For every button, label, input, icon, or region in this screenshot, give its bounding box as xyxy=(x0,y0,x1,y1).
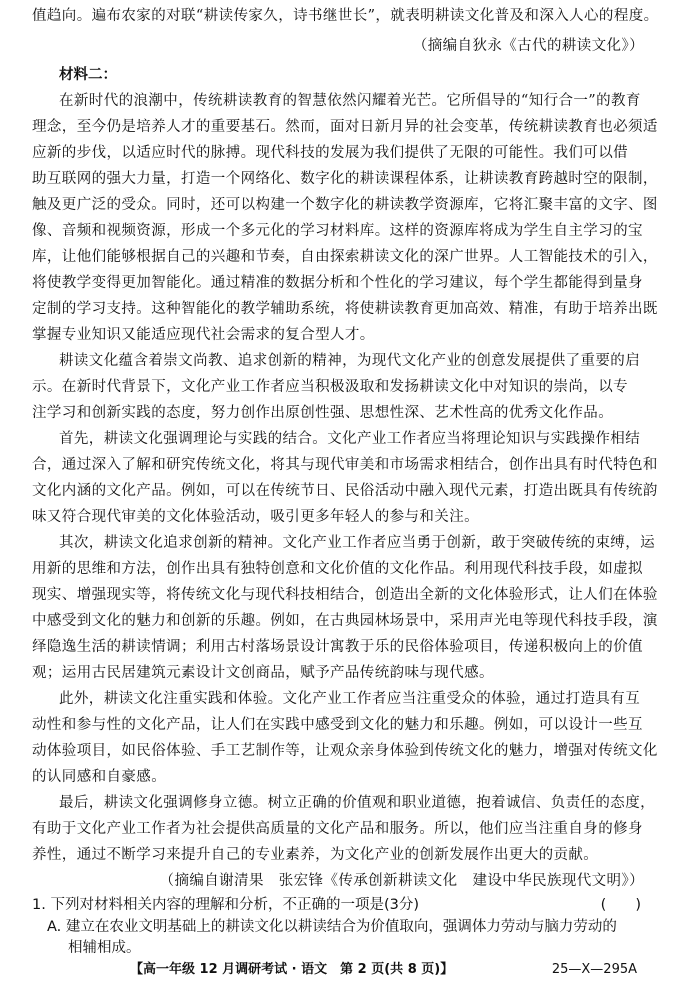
body-text-line: 现实、增强现实等，将传统文化与现代科技相结合，创造出全新的文化体验形式，让人们在体验 xyxy=(32,587,658,603)
body-text-line: 合，通过深入了解和研究传统文化，将其与现代审美和市场需求相结合，创作出具有时代特色和 xyxy=(32,457,658,473)
answer-blank: ( ) xyxy=(600,897,641,913)
body-text-line: 在新时代的浪潮中，传统耕读教育的智慧依然闪耀着光芒。它所倡导的“知行合一”的教育 xyxy=(59,93,641,109)
footer-paper-code: 25—X—295A xyxy=(551,962,637,977)
body-text-line: 像、音频和视频资源，形成一个多元化的学习材料库。这样的资源库将成为学生自主学习的宝 xyxy=(32,223,643,239)
body-text-line: 观；运用古民居建筑元素设计文创商品，赋予产品传统韵味与现代感。 xyxy=(32,665,494,681)
body-text-line: 有助于文化产业工作者为社会提供高质量的文化产品和服务。所以，他们应当注重自身的修身 xyxy=(32,821,643,837)
option-a: A. 建立在农业文明基础上的耕读文化以耕读结合为价值取向，强调体力劳动与脑力劳动的 xyxy=(47,919,617,935)
body-text-line: 养性，通过不断学习来提升自己的专业素养，为文化产业的创新发展作出更大的贡献。 xyxy=(32,847,599,863)
body-text-line: 掌握专业知识又能适应现代社会需求的复合型人才。 xyxy=(32,327,375,343)
body-text-line: 动性和参与性的文化产品，让人们在实践中感受到文化的魅力和乐趣。例如，可以设计一些互 xyxy=(32,717,643,733)
body-text-line: 库，让他们能够根据自己的兴趣和节奏，自由探索耕读文化的深广世界。人工智能技术的引入， xyxy=(32,249,658,265)
body-text-line: 助互联网的强大力量，打造一个网络化、数字化的耕读课程体系，让耕读教育跨越时空的限制， xyxy=(32,171,658,187)
footer-exam-info: 【高一年级 12 月调研考试 · 语文 第 2 页(共 8 页)】 xyxy=(130,962,454,977)
body-text-line: 注学习和创新实践的态度，努力创作出原创性强、思想性深、艺术性高的优秀文化作品。 xyxy=(32,405,614,421)
body-text-line: 理念，至今仍是培养人才的重要基石。然而，面对日新月异的社会变革，传统耕读教育也必须适 xyxy=(32,119,658,135)
body-text-line: 其次，耕读文化追求创新的精神。文化产业工作者应当勇于创新，敢于突破传统的束缚，运 xyxy=(59,535,655,551)
page-footer xyxy=(0,960,677,980)
body-text-line: 首先，耕读文化强调理论与实践的结合。文化产业工作者应当将理论知识与实践操作相结 xyxy=(59,431,641,447)
body-text-line: 定制的学习支持。这种智能化的教学辅助系统，将使耕读教育更加高效、精准，有助于培养出既 xyxy=(32,301,658,317)
material-2-heading: 材料二： xyxy=(59,67,117,83)
question-1-stem: 1. 下列对材料相关内容的理解和分析，不正确的一项是(3分) xyxy=(32,897,419,913)
source-citation-1: （摘编自狄永《古代的耕读文化》） xyxy=(412,38,644,54)
source-citation-2: （摘编自谢清果 张宏锋《传承创新耕读文化 建设中华民族现代文明》） xyxy=(159,873,644,889)
body-text-line: 此外，耕读文化注重实践和体验。文化产业工作者应当注重受众的体验，通过打造具有互 xyxy=(59,691,641,707)
body-text-line: 触及更广泛的受众。同时，还可以构建一个数字化的耕读教学资源库，它将汇聚丰富的文字、图 xyxy=(32,197,658,213)
body-text-line: 应新的步伐，以适应时代的脉搏。现代科技的发展为我们提供了无限的可能性。我们可以借 xyxy=(32,145,628,161)
body-text-line: 耕读文化蕴含着崇文尚教、追求创新的精神，为现代文化产业的创意发展提供了重要的启 xyxy=(59,353,641,369)
body-text-line: 味又符合现代审美的文化体验活动，吸引更多年轻人的参与和关注。 xyxy=(32,509,479,525)
option-a-continued: 相辅相成。 xyxy=(68,940,141,956)
body-text-line: 绎隐逸生活的耕读情调；利用古村落场景设计寓教于乐的民俗体验项目，传递积极向上的价值 xyxy=(32,639,643,655)
body-text-line: 动体验项目，如民俗体验、手工艺制作等，让观众亲身体验到传统文化的魅力，增强对传统文化 xyxy=(32,743,658,759)
body-text-line: 值趋向。遍布农家的对联“耕读传家久，诗书继世长”，就表明耕读文化普及和深入人心的程度。 xyxy=(32,8,659,24)
body-text-line: 用新的思维和方法，创作出具有独特创意和文化价值的文化作品。利用现代科技手段，如虚拟 xyxy=(32,561,643,577)
body-text-line: 示。在新时代背景下，文化产业工作者应当积极汲取和发扬耕读文化中对知识的崇尚，以专 xyxy=(32,379,628,395)
body-text-line: 文化内涵的文化产品。例如，可以在传统节日、民俗活动中融入现代元素，打造出既具有传统韵 xyxy=(32,483,658,499)
body-text-line: 中感受到文化的魅力和创新的乐趣。例如，在古典园林场景中，采用声光电等现代科技手段，演 xyxy=(32,613,658,629)
body-text-line: 最后，耕读文化强调修身立德。树立正确的价值观和职业道德，抱着诚信、负责任的态度， xyxy=(59,795,655,811)
body-text-line: 将使教学变得更加智能化。通过精准的数据分析和个性化的学习建议，每个学生都能得到量身 xyxy=(32,275,643,291)
body-text-line: 的认同感和自豪感。 xyxy=(32,769,167,785)
